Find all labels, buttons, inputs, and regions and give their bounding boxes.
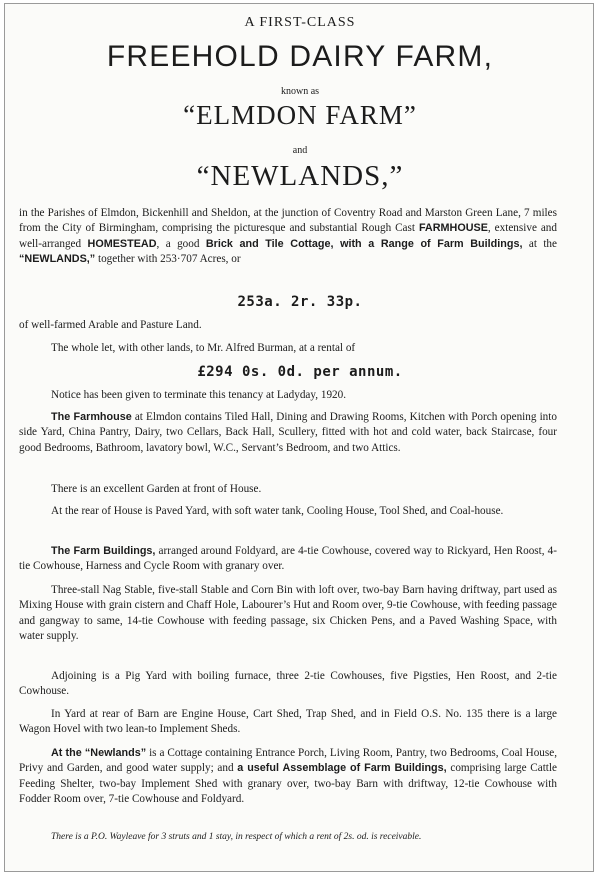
intro-bold: “NEWLANDS,”	[19, 253, 96, 266]
farmhouse-paragraph	[19, 410, 557, 456]
land-text: of well-farmed Arable and Pasture Land.	[19, 319, 202, 331]
stables-text: Three-stall Nag Stable, five-stall Stable and Corn Bin with loft over, two-bay Barn having driftway, part used as Mixing House with grain cistern and Chaff Hole, Labourer’s Hut and Room over, 9-tie Cowhouse, with feeding passage and gangway to same, 14-tie Cowhouse with feeding passage, six Chicken Pens, and a Paved Washing Space, with water supply.	[19, 584, 557, 643]
barn-text: In Yard at rear of Barn are Engine House, Cart Shed, Trap Shed, and in Field O.S. No. 135 there is a large Wagon Hovel with two lean-to Implement Sheds.	[19, 708, 557, 736]
newlands-heading: At the “Newlands”	[51, 747, 147, 759]
intro-paragraph	[19, 206, 557, 268]
buildings-heading: The Farm Buildings,	[51, 545, 156, 557]
buildings-paragraph	[19, 544, 557, 575]
rear-text: At the rear of House is Paved Yard, with soft water tank, Cooling House, Tool Shed, and Coal-house.	[51, 505, 504, 517]
farm-name-elmdon: “ELMDON FARM”	[183, 100, 417, 130]
intro-text: together with 253·707 Acres, or	[95, 253, 241, 266]
rental: £294 0s. 0d. per annum.	[197, 364, 403, 380]
intro-bold: FARMHOUSE	[418, 222, 488, 235]
farmhouse-text: at Elmdon contains Tiled Hall, Dining and Drawing Rooms, Kitchen with Porch opening into side Yard, China Pantry, Dairy, two Cellars, Back Hall, Scullery, fitted with hot and cold water, back Staircase, four good Bedrooms, Bathroom, lavatory bowl, W.C., Servant’s Bedroom, and two Attics.	[19, 411, 557, 454]
main-title: FREEHOLD DAIRY FARM,	[106, 40, 494, 73]
footnote: There is a P.O. Wayleave for 3 struts and 1 stay, in respect of which a rent of 2s. od. is receivable.	[51, 832, 422, 842]
intro-text: , extensive and well-arranged	[19, 222, 557, 250]
garden-text: There is an excellent Garden at front of House.	[51, 483, 262, 495]
newlands-text: comprising large Cattle Feeding Shelter, two-bay Implement Shed with granary over, two-bay Barn with driftway, 12-tie Cowhouse with Fodder Room over, 7-tie Cowhouse and Foldyard.	[19, 762, 557, 806]
let-text: The whole let, with other lands, to Mr. Alfred Burman, at a rental of	[51, 342, 356, 354]
intro-bold: HOMESTEAD	[87, 237, 157, 250]
acreage: 253a. 2r. 33p.	[237, 294, 363, 310]
subtitle: A FIRST-CLASS	[244, 15, 356, 30]
pigyard-text: Adjoining is a Pig Yard with boiling furnace, three 2-tie Cowhouses, five Pigsties, Hen Roost, and 2-tie Cowhouse.	[19, 670, 557, 698]
intro-text: in the Parishes of Elmdon, Bickenhill and Sheldon, at the junction of Coventry Road and Marston Green Lane, 7 miles from the City of Birmingham, comprising the picturesque and substantial Rough Cast	[19, 207, 557, 235]
notice-text: Notice has been given to terminate this tenancy at Ladyday, 1920.	[51, 389, 347, 401]
newlands-text: is a Cottage containing Entrance Porch, Living Room, Pantry, two Bedrooms, Coal House, Privy and Garden, and good water supply; and	[19, 747, 557, 775]
intro-text: at the	[522, 237, 557, 250]
farmhouse-heading: The Farmhouse	[51, 411, 132, 423]
newlands-bold: a useful Assemblage of Farm Buildings,	[237, 762, 447, 775]
intro-text: , a good	[156, 237, 206, 250]
known-as-text: known as	[280, 86, 320, 97]
newlands-paragraph	[19, 746, 557, 808]
and-text: and	[292, 145, 308, 156]
intro-bold: Brick and Tile Cottage, with a Range of Farm Buildings,	[205, 237, 523, 250]
buildings-text: arranged around Foldyard, are 4-tie Cowhouse, covered way to Rickyard, Hen Roost, 4-tie Cowhouse, Harness and Cycle Room with granary over.	[19, 545, 558, 573]
farm-name-newlands: “NEWLANDS,”	[196, 160, 404, 192]
